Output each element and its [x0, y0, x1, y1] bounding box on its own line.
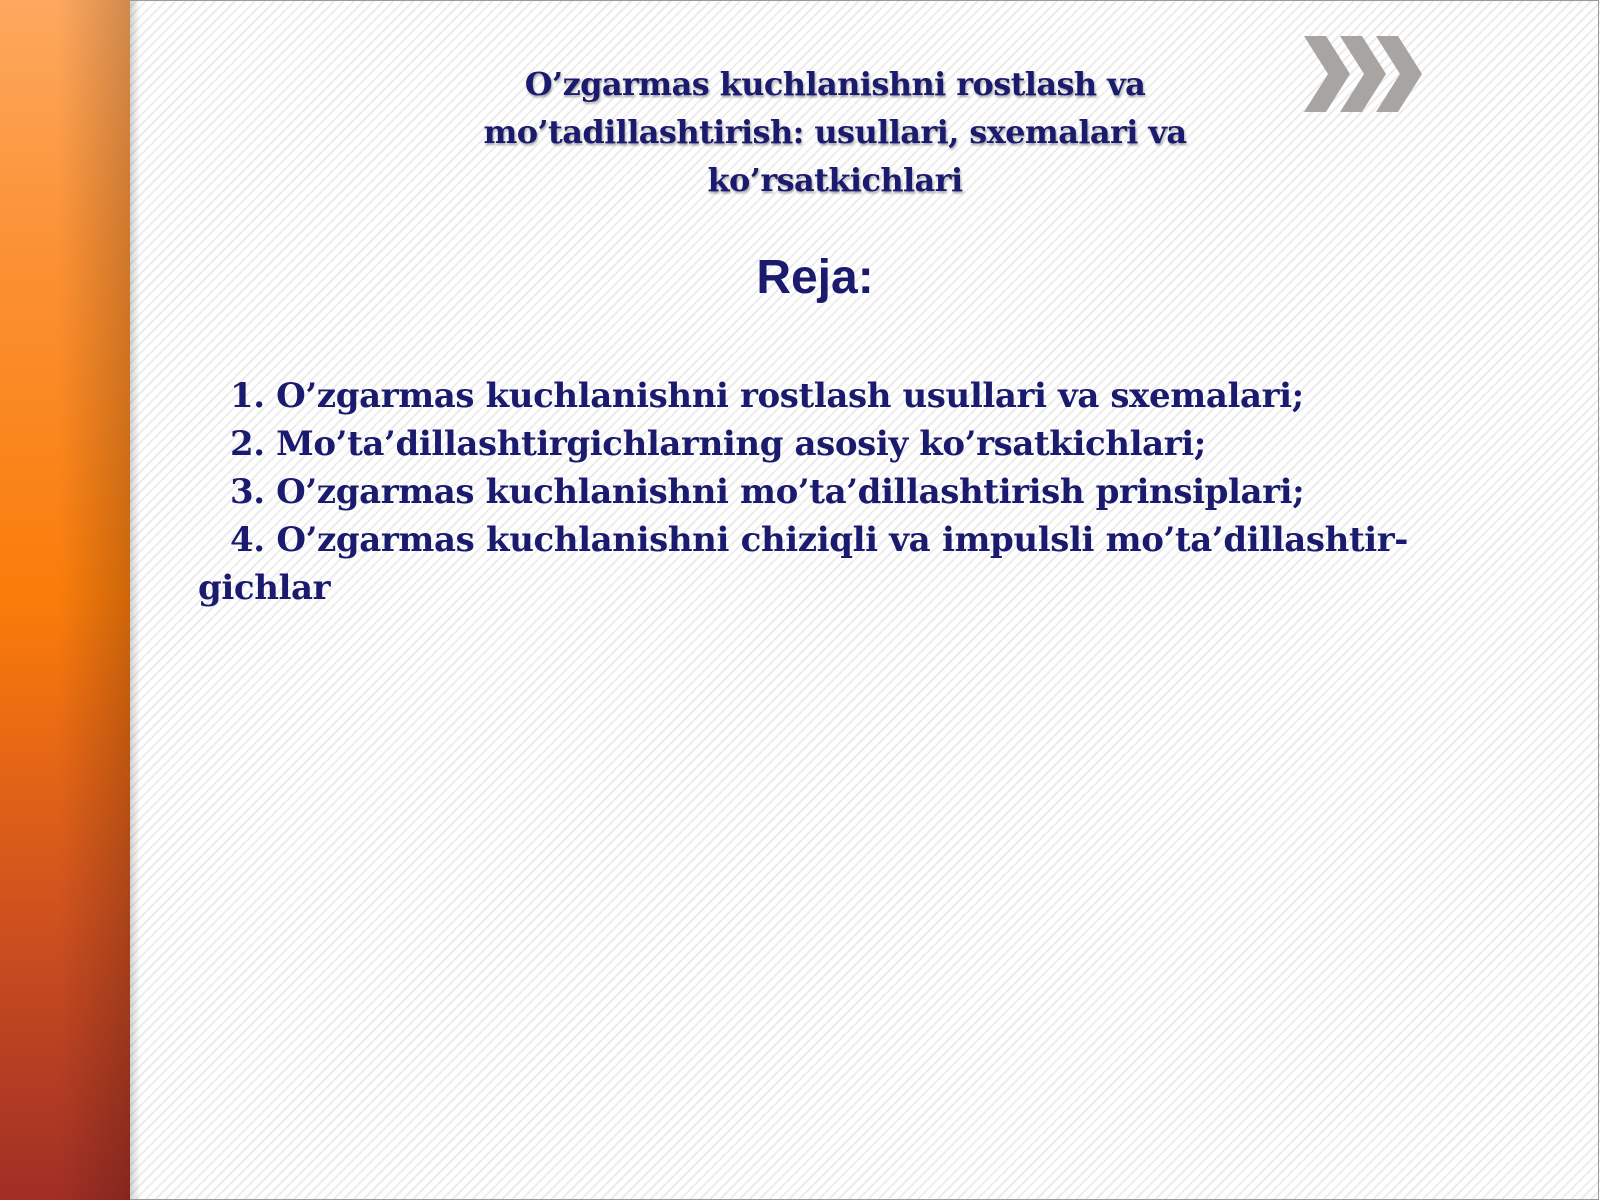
- plan-item-4: 4. O’zgarmas kuchlanishni chiziqli va impulsli mo’ta’dillashtir-gichlar: [198, 520, 1408, 608]
- plan-list: [198, 372, 1408, 612]
- chevron-1: [1304, 36, 1350, 112]
- orange-side-bar: [0, 0, 130, 1200]
- plan-item-1: 1. O’zgarmas kuchlanishni rostlash usullari va sxemalari;: [230, 376, 1304, 416]
- plan-item-2: 2. Mo’ta’dillashtirgichlarning asosiy ko’rsatkichlari;: [230, 424, 1206, 464]
- triple-chevron-right-icon: [1304, 36, 1424, 112]
- side-bar-shadow: [130, 0, 140, 1200]
- plan-heading: Reja:: [756, 251, 874, 304]
- plan-item-3: 3. O’zgarmas kuchlanishni mo’ta’dillashtirish prinsiplari;: [230, 472, 1305, 512]
- slide-title: O’zgarmas kuchlanishni rostlash va mo’tadillashtirish: usullari, sxemalari va ko’rsatkichlari: [483, 65, 1187, 199]
